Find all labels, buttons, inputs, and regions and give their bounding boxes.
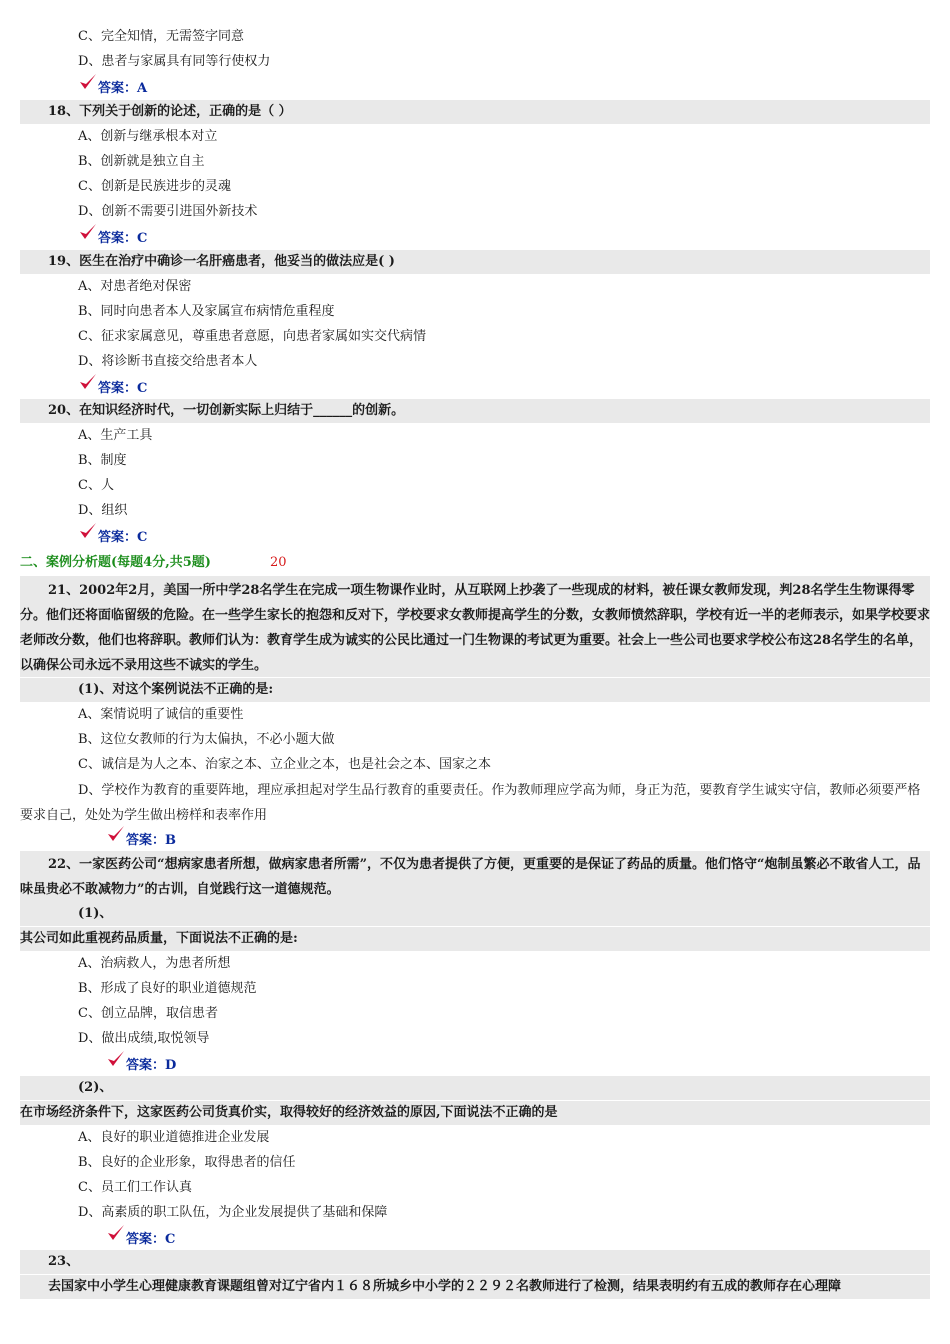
q21-stem: 21、2002年2月，美国一所中学28名学生在完成一项生物课作业时，从互联网上抄袭了一些现成的材料，被任课女教师发现，判28名学生生物课得零分。他们还将面临留级的危险。在一些学生家长的抱怨和反对下，学校要求女教师提高学生的分数，女教师愤然辞职，学校有近一半的老师表示，如果学校要求老师改分数，他们也将辞职。教师们认为：教育学生成为诚实的公民比通过一门生物课的考试更为重要。社会上一些公司也要求学校公布这28名学生的名单，以确保公司永远不录用这些不诚实的学生。	[20, 576, 930, 677]
q18-stem: 18、下列关于创新的论述，正确的是（ ）	[20, 100, 930, 124]
q22-s1-option-c: C、创立品牌，取信患者	[78, 1006, 218, 1021]
q22-s1-option-a: A、治病救人，为患者所想	[78, 956, 231, 971]
q21-subquestion: (1)、对这个案例说法不正确的是:	[20, 678, 930, 702]
q22-s2-option-b: B、良好的企业形象，取得患者的信任	[78, 1155, 296, 1170]
q22-s1-option-b: B、形成了良好的职业道德规范	[78, 981, 257, 996]
section-title: 二、案例分析题(每题4分,共5题)	[20, 555, 211, 570]
q19-answer-text: 答案：C	[98, 381, 148, 396]
q21-option-a: A、案情说明了诚信的重要性	[78, 707, 244, 722]
checkmark-icon	[78, 222, 98, 242]
q18-option-c: C、创新是民族进步的灵魂	[78, 179, 231, 194]
q23-number: 23、	[20, 1250, 930, 1274]
q21-answer-text: 答案：B	[126, 833, 176, 848]
q22-s2-answer-text: 答案：C	[126, 1232, 176, 1247]
q19-option-d: D、将诊断书直接交给患者本人	[78, 354, 258, 369]
checkmark-icon	[106, 1049, 126, 1069]
q20-option-c: C、人	[78, 478, 114, 493]
q18-option-a: A、创新与继承根本对立	[78, 129, 218, 144]
q22-sub1-number: (1)、	[20, 902, 930, 926]
q20-option-a: A、生产工具	[78, 428, 153, 443]
q20-stem: 20、在知识经济时代，一切创新实际上归结于______的创新。	[20, 399, 930, 423]
q19-stem: 19、医生在治疗中确诊一名肝癌患者，他妥当的做法应是( )	[20, 250, 930, 274]
q21-option-d: D、学校作为教育的重要阵地，理应承担起对学生品行教育的重要责任。作为教师理应学高为师，身正为范，要教育学生诚实守信，教师必须要严格要求自己，处处为学生做出榜样和表率作用	[20, 783, 921, 823]
q18-option-d: D、创新不需要引进国外新技术	[78, 204, 258, 219]
checkmark-icon	[106, 824, 126, 844]
q22-s2-option-c: C、员工们工作认真	[78, 1180, 192, 1195]
checkmark-icon	[78, 521, 98, 541]
q20-answer-text: 答案：C	[98, 530, 148, 545]
q22-s2-option-d: D、高素质的职工队伍，为企业发展提供了基础和保障	[78, 1205, 388, 1220]
q17-option-d: D、患者与家属具有同等行使权力	[78, 54, 271, 69]
q19-option-b: B、同时向患者本人及家属宣布病情危重程度	[78, 304, 335, 319]
checkmark-icon	[78, 72, 98, 92]
checkmark-icon	[78, 372, 98, 392]
q18-option-b: B、创新就是独立自主	[78, 154, 205, 169]
q23-stem: 去国家中小学生心理健康教育课题组曾对辽宁省内１６８所城乡中小学的２２９２名教师进行了检测，结果表明约有五成的教师存在心理障	[20, 1275, 930, 1299]
q22-s1-option-d: D、做出成绩,取悦领导	[78, 1031, 210, 1046]
checkmark-icon	[106, 1223, 126, 1243]
q22-sub1-question: 其公司如此重视药品质量，下面说法不正确的是:	[20, 927, 930, 951]
q21-option-b: B、这位女教师的行为太偏执，不必小题大做	[78, 732, 335, 747]
q22-sub2-question: 在市场经济条件下，这家医药公司货真价实，取得较好的经济效益的原因,下面说法不正确的是	[20, 1101, 930, 1125]
q19-option-a: A、对患者绝对保密	[78, 279, 192, 294]
section-score: 20	[270, 555, 287, 570]
q22-stem: 22、一家医药公司“想病家患者所想，做病家患者所需”，不仅为患者提供了方便，更重要的是保证了药品的质量。他们恪守“炮制虽繁必不敢省人工，品味虽贵必不敢减物力”的古训，自觉践行这一道德规范。	[20, 851, 930, 903]
q21-option-c: C、诚信是为人之本、治家之本、立企业之本，也是社会之本、国家之本	[78, 757, 491, 772]
q18-answer-text: 答案：C	[98, 231, 148, 246]
q22-sub2-number: (2)、	[20, 1076, 930, 1100]
q19-option-c: C、征求家属意见，尊重患者意愿，向患者家属如实交代病情	[78, 329, 426, 344]
q20-option-b: B、制度	[78, 453, 127, 468]
q17-answer-text: 答案：A	[98, 81, 148, 96]
q20-option-d: D、组织	[78, 503, 128, 518]
q17-option-c: C、完全知情，无需签字同意	[78, 29, 244, 44]
q22-s2-option-a: A、良好的职业道德推进企业发展	[78, 1130, 270, 1145]
q22-s1-answer-text: 答案：D	[126, 1058, 177, 1073]
